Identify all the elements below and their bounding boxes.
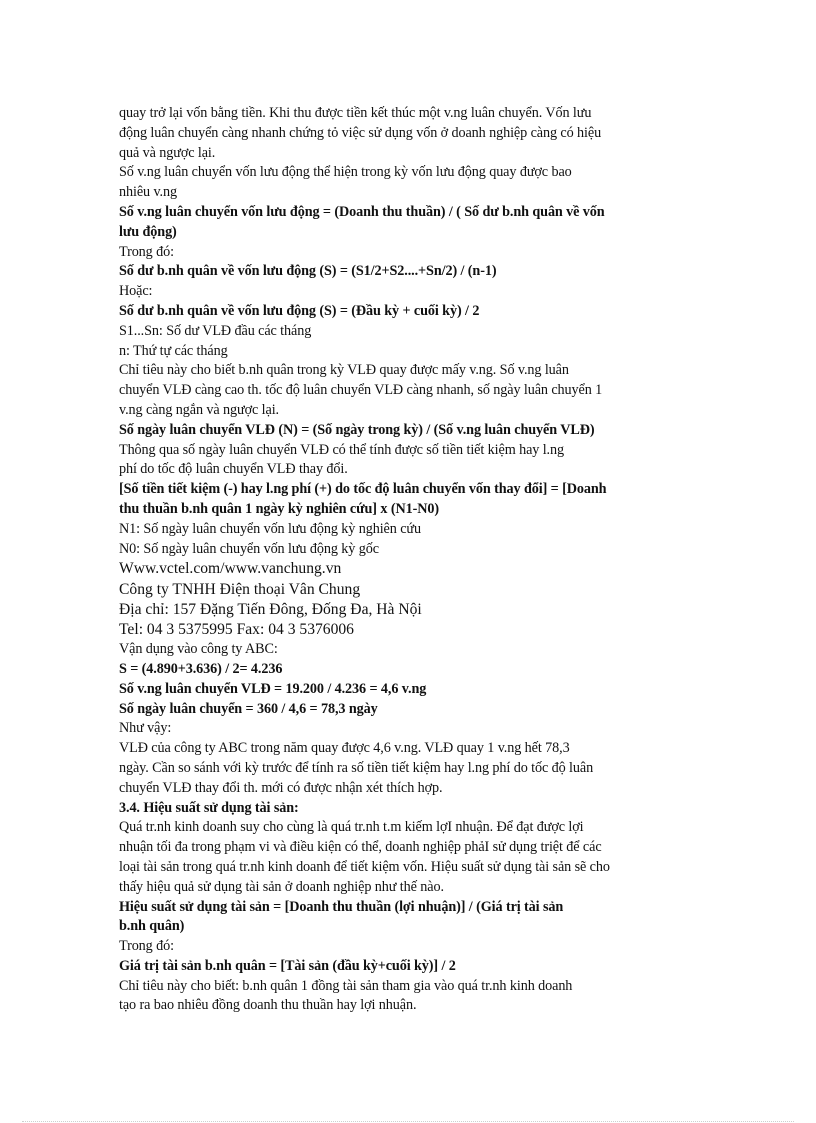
text-line: S1...Sn: Số dư VLĐ đầu các tháng — [119, 322, 312, 339]
document-body — [119, 104, 699, 1016]
text-line: Số v.ng luân chuyển vốn lưu động thể hiện trong kỳ vốn lưu động quay được bao — [119, 164, 572, 181]
bold-text-line: S = (4.890+3.636) / 2= 4.236 — [119, 660, 283, 677]
text-line: nhuận tối đa trong phạm vi và điều kiện có thể, doanh nghiệp phảI sử dụng triệt để các — [119, 839, 602, 856]
text-line: nhiêu v.ng — [119, 184, 177, 201]
bold-text-line: lưu động) — [119, 223, 177, 240]
text-line: v.ng càng ngắn và ngược lại. — [119, 401, 279, 418]
text-line: Chỉ tiêu này cho biết: b.nh quân 1 đồng tài sản tham gia vào quá tr.nh kinh doanh — [119, 977, 573, 994]
text-line: tạo ra bao nhiêu đồng doanh thu thuần hay lợi nhuận. — [119, 997, 417, 1014]
bold-text-line: 3.4. Hiệu suất sử dụng tài sản: — [119, 799, 299, 816]
bold-text-line: b.nh quân) — [119, 918, 185, 935]
text-line: Tel: 04 3 5375995 Fax: 04 3 5376006 — [119, 620, 354, 638]
text-line: Trong đó: — [119, 938, 174, 955]
bold-text-line: Số ngày luân chuyển = 360 / 4,6 = 78,3 ngày — [119, 700, 378, 717]
text-line: Trong đó: — [119, 243, 174, 260]
bold-text-line: Số v.ng luân chuyển VLĐ = 19.200 / 4.236 = 4,6 v.ng — [119, 680, 427, 697]
page-bottom-divider — [22, 1121, 794, 1122]
text-line: động luân chuyển càng nhanh chứng tỏ việc sử dụng vốn ở doanh nghiệp càng có hiệu — [119, 124, 602, 141]
text-line: loại tài sản trong quá tr.nh kinh doanh để tiết kiệm vốn. Hiệu suất sử dụng tài sản sẽ cho — [119, 858, 610, 875]
text-line: Thông qua số ngày luân chuyển VLĐ có thể tính được số tiền tiết kiệm hay l.ng — [119, 441, 564, 458]
text-line: quả và ngược lại. — [119, 144, 216, 161]
text-line: N1: Số ngày luân chuyển vốn lưu động kỳ nghiên cứu — [119, 520, 421, 537]
text-line: Chỉ tiêu này cho biết b.nh quân trong kỳ VLĐ quay được mấy v.ng. Số v.ng luân — [119, 362, 569, 379]
text-line: quay trở lại vốn bằng tiền. Khi thu được tiền kết thúc một v.ng luân chuyển. Vốn lưu — [119, 105, 592, 121]
text-line: ngày. Cần so sánh với kỳ trước để tính ra số tiền tiết kiệm hay l.ng phí do tốc độ luân — [119, 759, 594, 776]
text-line: Hoặc: — [119, 283, 153, 300]
text-line: Địa chỉ: 157 Đặng Tiến Đông, Đống Đa, Hà Nội — [119, 600, 422, 618]
bold-text-line: [Số tiền tiết kiệm (-) hay l.ng phí (+) do tốc độ luân chuyển vốn thay đổi] = [Doanh — [119, 481, 607, 498]
bold-text-line: Số ngày luân chuyển VLĐ (N) = (Số ngày trong kỳ) / (Số v.ng luân chuyển VLĐ) — [119, 421, 595, 438]
text-line: phí do tốc độ luân chuyển VLĐ thay đổi. — [119, 461, 348, 478]
bold-text-line: Số dư b.nh quân về vốn lưu động (S) = (S1/2+S2....+Sn/2) / (n-1) — [119, 263, 497, 280]
text-line: thấy hiệu quả sử dụng tài sản ở doanh nghiệp như thế nào. — [119, 878, 444, 895]
text-line: Www.vctel.com/www.vanchung.vn — [119, 560, 342, 578]
text-line: n: Thứ tự các tháng — [119, 342, 228, 359]
bold-text-line: Giá trị tài sản b.nh quân = [Tài sản (đầu kỳ+cuối kỳ)] / 2 — [119, 957, 456, 974]
text-line: Như vậy: — [119, 720, 172, 737]
bold-text-line: Số v.ng luân chuyển vốn lưu động = (Doanh thu thuần) / ( Số dư b.nh quân về vốn — [119, 203, 605, 220]
bold-text-line: Số dư b.nh quân về vốn lưu động (S) = (Đầu kỳ + cuối kỳ) / 2 — [119, 302, 480, 319]
bold-text-line: thu thuần b.nh quân 1 ngày kỳ nghiên cứu] x (N1-N0) — [119, 500, 439, 517]
text-line: N0: Số ngày luân chuyển vốn lưu động kỳ gốc — [119, 540, 379, 557]
text-line: Vận dụng vào công ty ABC: — [119, 641, 278, 658]
bold-text-line: Hiệu suất sử dụng tài sản = [Doanh thu thuần (lợi nhuận)] / (Giá trị tài sản — [119, 898, 564, 915]
text-line: Công ty TNHH Điện thoại Vân Chung — [119, 580, 361, 598]
text-line: VLĐ của công ty ABC trong năm quay được 4,6 v.ng. VLĐ quay 1 v.ng hết 78,3 — [119, 740, 570, 757]
text-line: Quá tr.nh kinh doanh suy cho cùng là quá tr.nh t.m kiếm lợI nhuận. Để đạt được lợi — [119, 819, 584, 836]
text-line: chuyển VLĐ thay đổi th. mới có được nhận xét thích hợp. — [119, 779, 443, 796]
text-line: chuyển VLĐ càng cao th. tốc độ luân chuyển VLĐ càng nhanh, số ngày luân chuyển 1 — [119, 382, 603, 399]
